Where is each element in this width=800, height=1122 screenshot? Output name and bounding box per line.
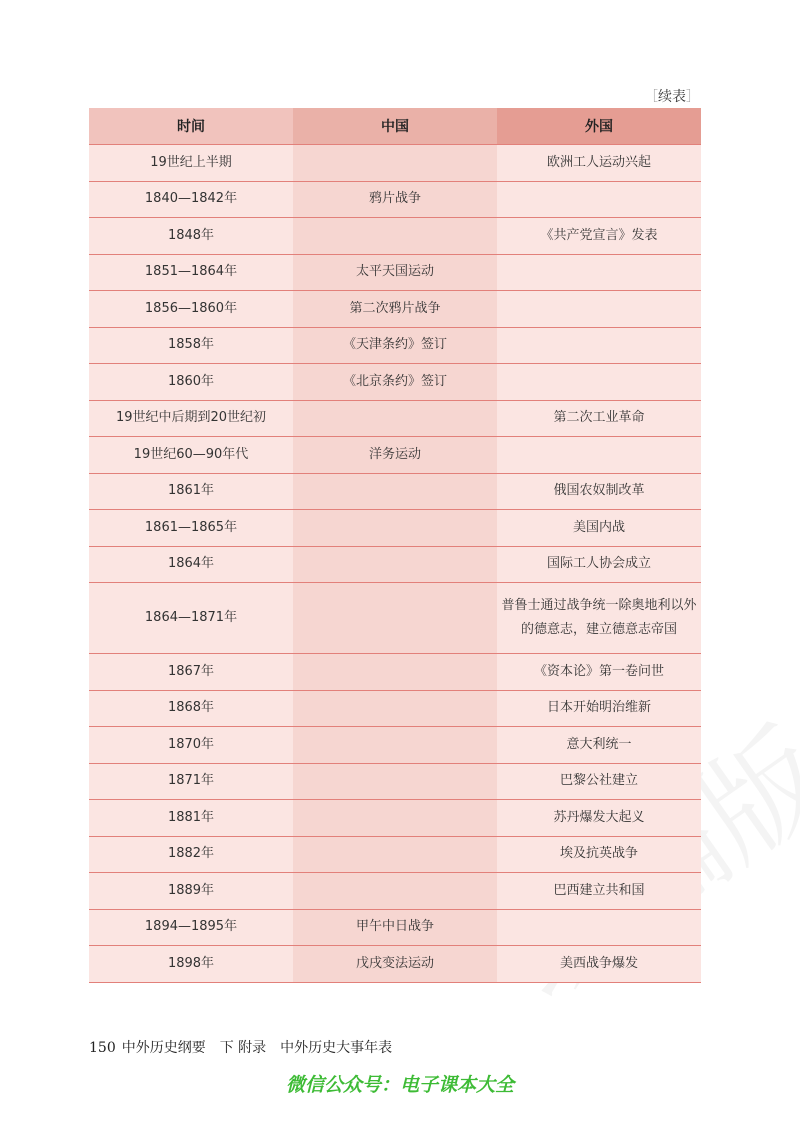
cell-foreign: 意大利统一 (497, 727, 701, 764)
cell-china (293, 510, 497, 547)
cell-time: 1861年 (89, 473, 293, 510)
cell-time: 1882年 (89, 836, 293, 873)
cell-time: 1864年 (89, 546, 293, 583)
cell-china (293, 145, 497, 182)
cell-foreign (497, 254, 701, 291)
cell-china (293, 690, 497, 727)
cell-china: 《天津条约》签订 (293, 327, 497, 364)
header-china: 中国 (293, 108, 497, 145)
table-row (89, 583, 701, 654)
cell-foreign (497, 327, 701, 364)
table-row (89, 254, 701, 291)
cell-foreign: 苏丹爆发大起义 (497, 800, 701, 837)
table-row (89, 327, 701, 364)
cell-foreign (497, 437, 701, 474)
cell-time: 1858年 (89, 327, 293, 364)
table-row (89, 218, 701, 255)
cell-time: 1864—1871年 (89, 583, 293, 654)
table-row (89, 873, 701, 910)
cell-foreign: 国际工人协会成立 (497, 546, 701, 583)
cell-foreign: 《共产党宣言》发表 (497, 218, 701, 255)
cell-time: 1851—1864年 (89, 254, 293, 291)
cell-foreign: 埃及抗英战争 (497, 836, 701, 873)
cell-china (293, 654, 497, 691)
table-row (89, 145, 701, 182)
page-number: 150 (89, 1040, 116, 1056)
cell-time: 19世纪中后期到20世纪初 (89, 400, 293, 437)
cell-china (293, 727, 497, 764)
cell-time: 1860年 (89, 364, 293, 401)
cell-china: 第二次鸦片战争 (293, 291, 497, 328)
cell-china (293, 800, 497, 837)
cell-china: 戊戌变法运动 (293, 946, 497, 983)
cell-foreign: 《资本论》第一卷问世 (497, 654, 701, 691)
cell-china: 太平天国运动 (293, 254, 497, 291)
cell-china: 鸦片战争 (293, 181, 497, 218)
table-row (89, 909, 701, 946)
cell-china (293, 400, 497, 437)
cell-time: 1889年 (89, 873, 293, 910)
cell-time: 19世纪60—90年代 (89, 437, 293, 474)
table-row (89, 546, 701, 583)
cell-foreign: 美西战争爆发 (497, 946, 701, 983)
cell-china (293, 546, 497, 583)
cell-time: 1868年 (89, 690, 293, 727)
header-foreign: 外国 (497, 108, 701, 145)
table-row (89, 473, 701, 510)
cell-time: 1881年 (89, 800, 293, 837)
cell-china: 《北京条约》签订 (293, 364, 497, 401)
table-row (89, 291, 701, 328)
cell-time: 19世纪上半期 (89, 145, 293, 182)
cell-foreign (497, 181, 701, 218)
cell-foreign: 巴黎公社建立 (497, 763, 701, 800)
table-row (89, 727, 701, 764)
table-row (89, 510, 701, 547)
cell-foreign: 美国内战 (497, 510, 701, 547)
cell-china (293, 583, 497, 654)
cell-time: 1861—1865年 (89, 510, 293, 547)
header-time: 时间 (89, 108, 293, 145)
cell-foreign (497, 909, 701, 946)
cell-china (293, 836, 497, 873)
table-row (89, 400, 701, 437)
cell-china (293, 473, 497, 510)
cell-time: 1871年 (89, 763, 293, 800)
cell-china (293, 873, 497, 910)
cell-time: 1867年 (89, 654, 293, 691)
cell-foreign: 普鲁士通过战争统一除奥地利以外的德意志，建立德意志帝国 (497, 583, 701, 654)
cell-time: 1848年 (89, 218, 293, 255)
table-row (89, 836, 701, 873)
cell-foreign: 俄国农奴制改革 (497, 473, 701, 510)
cell-time: 1856—1860年 (89, 291, 293, 328)
table-row (89, 181, 701, 218)
table-row (89, 654, 701, 691)
table-row (89, 437, 701, 474)
chronology-table (89, 108, 701, 983)
table-header-row (89, 108, 701, 145)
cell-foreign (497, 291, 701, 328)
footer-text: 中外历史纲要 下 附录 中外历史大事年表 (121, 1040, 393, 1056)
cell-time: 1894—1895年 (89, 909, 293, 946)
cell-time: 1840—1842年 (89, 181, 293, 218)
cell-time: 1898年 (89, 946, 293, 983)
continued-label: ［续表］ (644, 89, 700, 105)
cell-china: 洋务运动 (293, 437, 497, 474)
wechat-banner: 微信公众号：电子课本大全 (285, 1074, 514, 1096)
table-row (89, 946, 701, 983)
cell-foreign: 日本开始明治维新 (497, 690, 701, 727)
cell-foreign: 巴西建立共和国 (497, 873, 701, 910)
page-footer (89, 1037, 392, 1057)
cell-china (293, 218, 497, 255)
cell-time: 1870年 (89, 727, 293, 764)
cell-china: 甲午中日战争 (293, 909, 497, 946)
cell-china (293, 763, 497, 800)
table-row (89, 690, 701, 727)
table-row (89, 364, 701, 401)
cell-foreign: 欧洲工人运动兴起 (497, 145, 701, 182)
table-row (89, 763, 701, 800)
cell-foreign (497, 364, 701, 401)
table-row (89, 800, 701, 837)
cell-foreign: 第二次工业革命 (497, 400, 701, 437)
